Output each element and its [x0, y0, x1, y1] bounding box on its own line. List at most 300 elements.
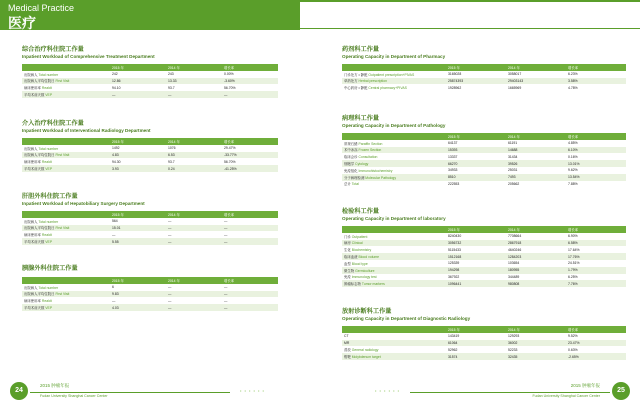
- table-cell: 205662: [506, 181, 566, 188]
- footer-left: [10, 380, 310, 400]
- row-label-zh: 中心药房 • 静配: [344, 86, 368, 91]
- row-label: [342, 253, 446, 260]
- table-cell: 52233: [506, 346, 566, 353]
- table-header-row: [342, 226, 626, 233]
- table-cell: —: [110, 231, 166, 238]
- row-label-zh: 病床使用率: [24, 233, 41, 238]
- row-label-zh: 平均术前天数: [24, 93, 45, 98]
- row-label: [22, 238, 110, 245]
- table-header-cell: 2014 年: [166, 138, 222, 145]
- table-row: [342, 246, 626, 253]
- table-row: [342, 181, 626, 188]
- table-cell: 17.64%: [566, 246, 626, 253]
- row-label-en: Total number: [38, 219, 59, 224]
- table-cell: 13337: [446, 153, 506, 160]
- row-label-en: VEP: [45, 240, 53, 245]
- page-number-right: 25: [612, 382, 630, 400]
- section-title-zh: 药剂科工作量: [342, 46, 380, 53]
- row-label: [22, 78, 110, 85]
- table-row: [342, 153, 626, 160]
- table-cell: 6.25%: [566, 274, 626, 281]
- table-cell: 129293: [506, 333, 566, 340]
- table-cell: 64137: [446, 140, 506, 147]
- table-cell: -2.65%: [566, 353, 626, 360]
- row-label-en: Blood volume: [358, 255, 380, 260]
- row-label-zh: 出院病人: [24, 146, 38, 151]
- data-table: [342, 133, 626, 187]
- table-cell: 17.76%: [566, 253, 626, 260]
- table-row: [342, 71, 626, 78]
- header-rule: [300, 28, 640, 29]
- row-label-zh: 术中冰冻: [344, 148, 358, 153]
- table-cell: —: [166, 218, 222, 225]
- row-label: [22, 218, 110, 225]
- row-label: [342, 274, 446, 281]
- table-cell: 1076: [166, 145, 222, 152]
- row-label-zh: 出院病人: [24, 285, 38, 290]
- table-cell: 29.47%: [222, 145, 278, 152]
- section-title-en: Operating Capacity in Department of Pathology: [342, 123, 446, 128]
- data-table: [22, 64, 278, 98]
- row-label-en: Herbal prescription: [358, 79, 387, 84]
- table-cell: 31434: [506, 153, 566, 160]
- table-header-cell: 增长率: [566, 326, 626, 333]
- table-cell: 1096441: [446, 280, 506, 287]
- section-title: [342, 308, 470, 322]
- table-cell: —: [166, 91, 222, 98]
- row-label-en: Cytology: [355, 162, 369, 167]
- header: [0, 0, 640, 30]
- table-row: [22, 218, 278, 225]
- row-label-zh: 血型: [344, 261, 351, 266]
- table-header-blank: [22, 277, 110, 284]
- table-cell: 36002: [506, 340, 566, 347]
- table-cell: —: [166, 238, 222, 245]
- section-title-zh: 放射诊断科工作量: [342, 308, 392, 315]
- table-header-cell: 增长率: [566, 64, 626, 71]
- table-cell: 6.53: [166, 152, 222, 159]
- row-label-en: Biochemistry: [351, 248, 372, 253]
- row-label: [342, 260, 446, 267]
- table-cell: 4.83: [110, 152, 166, 159]
- row-label: [22, 304, 110, 311]
- table-header-blank: [22, 138, 110, 145]
- row-label: [342, 340, 446, 347]
- table-cell: 1.79%: [566, 267, 626, 274]
- row-label-zh: 平均术前天数: [24, 167, 45, 172]
- table-cell: 5.55: [110, 238, 166, 245]
- table-cell: 6.58%: [566, 240, 626, 247]
- table-row: [22, 297, 278, 304]
- table-header-cell: 2014 年: [506, 133, 566, 140]
- row-label-en: Immunohistochemistry: [358, 168, 393, 173]
- table-cell: 14688: [506, 147, 566, 154]
- table-cell: 34933: [446, 167, 506, 174]
- table-cell: 3165028: [446, 71, 506, 78]
- table-cell: 29403143: [506, 78, 566, 85]
- table-row: [342, 274, 626, 281]
- footer-right-rule: [410, 392, 610, 393]
- row-label: [22, 71, 110, 78]
- table-cell: 13.01%: [566, 160, 626, 167]
- table-header-row: [22, 277, 278, 284]
- footer-left-year: 2015 肿瘤年报: [40, 383, 70, 388]
- row-label-en: Outpatient: [351, 234, 368, 239]
- table-row: [22, 78, 278, 85]
- table-cell: 7.76%: [566, 280, 626, 287]
- table-cell: 93.7: [166, 158, 222, 165]
- table-header-cell: 2014 年: [166, 211, 222, 218]
- row-label-zh: 出院病人平均住院日: [24, 292, 55, 297]
- row-label-zh: 免疫: [344, 275, 351, 280]
- row-label-zh: 平均术前天数: [24, 306, 45, 311]
- table-header-cell: 2014 年: [506, 326, 566, 333]
- table-cell: —: [166, 291, 222, 298]
- table-row: [22, 152, 278, 159]
- table-cell: 9.62%: [566, 167, 626, 174]
- row-label-en: First Visit: [55, 153, 70, 158]
- table-cell: 13.33: [166, 78, 222, 85]
- row-label: [22, 158, 110, 165]
- table-cell: —: [166, 297, 222, 304]
- row-label-zh: 出院病人平均住院日: [24, 153, 55, 158]
- row-label-zh: 病床使用率: [24, 86, 41, 91]
- row-label-zh: 病床使用率: [24, 299, 41, 304]
- row-label-zh: 分子病理检测: [344, 175, 365, 180]
- row-label: [22, 284, 110, 291]
- table-cell: -3.60%: [222, 78, 278, 85]
- table-cell: 1512168: [446, 253, 506, 260]
- section-title: [342, 208, 446, 222]
- table-cell: —: [222, 91, 278, 98]
- section-title: [22, 46, 155, 60]
- row-label: [22, 145, 110, 152]
- table-cell: 194298: [446, 267, 506, 274]
- table-cell: 980808: [506, 280, 566, 287]
- row-label-en: General radiology: [351, 348, 379, 353]
- table-cell: 103654: [506, 260, 566, 267]
- table-cell: 3.58%: [566, 78, 626, 85]
- table-cell: 7.88%: [566, 181, 626, 188]
- table-cell: 25874393: [446, 78, 506, 85]
- table-row: [22, 165, 278, 172]
- table-cell: 4640246: [506, 246, 566, 253]
- table-cell: —: [110, 91, 166, 98]
- table-cell: 93.7: [166, 84, 222, 91]
- table-cell: —: [222, 238, 278, 245]
- table-header-cell: 2015 年: [110, 277, 166, 284]
- row-label-zh: 肿瘤标志物: [344, 282, 361, 287]
- row-label: [22, 225, 110, 232]
- row-label: [342, 84, 446, 91]
- row-label-zh: MR: [344, 340, 350, 345]
- section-title-en: Inpatient Workload of Hepatobiliary Surgery Department: [22, 201, 145, 206]
- row-label-en: Consultation: [358, 155, 378, 160]
- section-title-zh: 病理科工作量: [342, 115, 380, 122]
- row-label-zh: 病床使用率: [24, 160, 41, 165]
- section-title-en: Inpatient Workload of Comprehensive Treatment Department: [22, 54, 155, 59]
- table-cell: -33.77%: [222, 152, 278, 159]
- table-header-cell: 2015 年: [110, 211, 166, 218]
- table-cell: 222553: [446, 181, 506, 188]
- table-cell: 125339: [446, 260, 506, 267]
- table-row: [22, 291, 278, 298]
- row-label: [342, 167, 446, 174]
- table-header-cell: 增长率: [222, 277, 278, 284]
- table-header-cell: 2014 年: [506, 226, 566, 233]
- table-cell: —: [166, 284, 222, 291]
- table-cell: 0.00%: [222, 71, 278, 78]
- footer-right: [330, 380, 630, 400]
- row-label-en: Outpatient prescription+PIVAS: [368, 72, 415, 77]
- table-row: [342, 340, 626, 347]
- table-cell: 94.10: [110, 84, 166, 91]
- row-label-en: First Visit: [55, 226, 70, 231]
- row-label-en: Molecular Pathology: [365, 175, 397, 180]
- table-header-blank: [22, 211, 110, 218]
- row-label-en: VEP: [45, 93, 53, 98]
- table-row: [342, 84, 626, 91]
- table-header-blank: [342, 326, 446, 333]
- row-label: [342, 140, 446, 147]
- table-cell: 367922: [446, 274, 506, 281]
- row-label-zh: 平均术前天数: [24, 240, 45, 245]
- row-label: [342, 246, 446, 253]
- table-cell: —: [166, 304, 222, 311]
- table-cell: 3056732: [446, 240, 506, 247]
- table-cell: 2867918: [506, 240, 566, 247]
- table-row: [22, 71, 278, 78]
- row-label-en: Paraffin Section: [358, 141, 383, 146]
- table-cell: 31574: [446, 353, 506, 360]
- data-table: [342, 326, 626, 360]
- row-label: [342, 71, 446, 78]
- table-cell: —: [166, 225, 222, 232]
- row-label-zh: 普放: [344, 348, 351, 353]
- table-cell: 1665969: [506, 84, 566, 91]
- section-title-zh: 胰腺外科住院工作量: [22, 265, 78, 272]
- table-cell: 39526: [506, 160, 566, 167]
- table-row: [342, 167, 626, 174]
- table-row: [22, 304, 278, 311]
- table-header-row: [22, 211, 278, 218]
- table-cell: 56.70%: [222, 158, 278, 165]
- footer-left-dots: • • • • • •: [240, 388, 265, 393]
- table-cell: 8510: [446, 174, 506, 181]
- row-label-en: Realdt: [41, 86, 52, 91]
- row-label-zh: 总计: [344, 182, 351, 187]
- table-cell: -41.25%: [222, 165, 278, 172]
- table-cell: 8240430: [446, 233, 506, 240]
- table-header-cell: 2014 年: [506, 64, 566, 71]
- table-row: [342, 147, 626, 154]
- row-label-en: Central pharmacy+PIVAS: [368, 86, 407, 91]
- table-row: [22, 231, 278, 238]
- row-label-zh: 出院病人平均住院日: [24, 79, 55, 84]
- row-label-en: Realdt: [41, 160, 52, 165]
- row-label: [342, 233, 446, 240]
- table-row: [342, 346, 626, 353]
- table-header-cell: 增长率: [566, 133, 626, 140]
- row-label-en: Molybdenum target: [351, 355, 381, 360]
- row-label-zh: 常规石蜡: [344, 141, 358, 146]
- table-header-blank: [22, 64, 110, 71]
- row-label: [342, 280, 446, 287]
- row-label-zh: 微生物: [344, 268, 355, 273]
- row-label-en: First Visit: [55, 292, 70, 297]
- row-label: [22, 291, 110, 298]
- table-cell: —: [110, 297, 166, 304]
- data-table: [22, 138, 278, 172]
- table-header-blank: [342, 64, 446, 71]
- row-label-zh: 生化: [344, 248, 351, 253]
- table-cell: 32435: [506, 353, 566, 360]
- table-cell: 7493: [506, 174, 566, 181]
- table-cell: 1928962: [446, 84, 506, 91]
- table-row: [342, 333, 626, 340]
- header-banner: [0, 0, 300, 30]
- table-row: [22, 84, 278, 91]
- table-header-cell: 增长率: [566, 226, 626, 233]
- table-row: [342, 253, 626, 260]
- section-title-zh: 检验科工作量: [342, 208, 380, 215]
- table-cell: 242: [110, 71, 166, 78]
- table-cell: 9.83: [110, 291, 166, 298]
- row-label: [22, 91, 110, 98]
- footer-left-org: Fudan University Shanghai Cancer Center: [40, 394, 108, 398]
- table-header-cell: 2015 年: [110, 64, 166, 71]
- page-number-left: 24: [10, 382, 28, 400]
- table-cell: 3.93: [110, 165, 166, 172]
- table-cell: 9.52%: [566, 333, 626, 340]
- table-row: [342, 174, 626, 181]
- section-title-en: Operating Capacity in Department of Diagnostic Radiology: [342, 316, 471, 321]
- data-table: [22, 277, 278, 311]
- section-title-en: Operating Capacity in Department of laboratory: [342, 216, 446, 221]
- table-cell: 66270: [446, 160, 506, 167]
- data-table: [342, 226, 626, 287]
- table-cell: —: [222, 304, 278, 311]
- data-table: [22, 211, 278, 245]
- table-cell: 143419: [446, 333, 506, 340]
- table-cell: 344489: [506, 274, 566, 281]
- table-cell: 6.23%: [566, 71, 626, 78]
- table-header-row: [22, 138, 278, 145]
- table-cell: 94.30: [110, 158, 166, 165]
- table-cell: —: [222, 218, 278, 225]
- table-header-row: [342, 133, 626, 140]
- table-cell: 243: [166, 71, 222, 78]
- table-header-cell: 增长率: [222, 138, 278, 145]
- row-label: [342, 353, 446, 360]
- row-label-en: VEP: [45, 306, 53, 311]
- row-label-zh: CT: [344, 334, 349, 339]
- table-cell: 0.16%: [566, 153, 626, 160]
- section-title-en: Inpatient Workload of Interventional Radiology Department: [22, 128, 151, 133]
- section-title-zh: 介入治疗科住院工作量: [22, 120, 84, 127]
- table-cell: —: [166, 231, 222, 238]
- row-label-zh: 钼靶: [344, 355, 351, 360]
- row-label: [342, 346, 446, 353]
- header-title-zh: 医疗: [8, 15, 36, 31]
- row-label: [342, 333, 446, 340]
- table-header-cell: 2015 年: [446, 64, 506, 71]
- table-header-blank: [342, 133, 446, 140]
- row-label-zh: 出院病人: [24, 219, 38, 224]
- table-row: [22, 238, 278, 245]
- table-cell: —: [222, 225, 278, 232]
- table-cell: —: [222, 297, 278, 304]
- table-header-cell: 增长率: [222, 211, 278, 218]
- table-cell: 1492: [110, 145, 166, 152]
- row-label: [342, 174, 446, 181]
- table-cell: 6.90%: [566, 233, 626, 240]
- table-cell: 52962: [446, 346, 506, 353]
- row-label-zh: 细胞学: [344, 162, 355, 167]
- row-label-en: Realdt: [41, 233, 52, 238]
- row-label-en: Germiculture: [355, 268, 375, 273]
- table-cell: 1284203: [506, 253, 566, 260]
- row-label: [342, 153, 446, 160]
- table-cell: 4.85%: [566, 140, 626, 147]
- row-label: [342, 160, 446, 167]
- table-row: [342, 140, 626, 147]
- section-title: [22, 265, 78, 272]
- table-cell: 4.78%: [566, 84, 626, 91]
- table-cell: 61191: [506, 140, 566, 147]
- table-cell: 61064: [446, 340, 506, 347]
- footer-right-dots: • • • • • •: [375, 388, 400, 393]
- row-label: [342, 78, 446, 85]
- table-header-row: [342, 64, 626, 71]
- row-label-en: Total number: [38, 72, 59, 77]
- table-header-row: [22, 64, 278, 71]
- row-label-zh: 门诊: [344, 234, 351, 239]
- row-label: [22, 231, 110, 238]
- table-cell: 12.86: [110, 78, 166, 85]
- table-row: [342, 240, 626, 247]
- row-label-en: Total number: [38, 146, 59, 151]
- table-row: [22, 158, 278, 165]
- table-cell: 0.63%: [566, 346, 626, 353]
- table-cell: 24.51%: [566, 260, 626, 267]
- table-cell: 15.01: [110, 225, 166, 232]
- footer-left-rule: [30, 392, 230, 393]
- row-label-en: Clinical: [351, 241, 363, 246]
- table-row: [22, 145, 278, 152]
- row-label-zh: 出院病人: [24, 72, 38, 77]
- table-row: [342, 160, 626, 167]
- row-label: [342, 267, 446, 274]
- table-header-cell: 增长率: [222, 64, 278, 71]
- row-label-en: Total: [351, 182, 359, 187]
- table-cell: —: [222, 231, 278, 238]
- row-label-en: Immunology test: [351, 275, 377, 280]
- section-title-zh: 肝胆外科住院工作量: [22, 193, 78, 200]
- table-row: [22, 225, 278, 232]
- row-label-zh: 草药处方: [344, 79, 358, 84]
- row-label-en: VEP: [45, 167, 53, 172]
- footer-right-org: Fudan University Shanghai Cancer Center: [532, 394, 600, 398]
- table-row: [342, 353, 626, 360]
- header-title-en: Medical Practice: [8, 3, 75, 13]
- row-label-en: Total number: [38, 285, 59, 290]
- table-header-cell: 2015 年: [446, 226, 506, 233]
- row-label-en: Blood type: [351, 261, 368, 266]
- row-label-en: Frozen Section: [358, 148, 382, 153]
- row-label-en: First Visit: [55, 79, 70, 84]
- table-cell: 13.54%: [566, 174, 626, 181]
